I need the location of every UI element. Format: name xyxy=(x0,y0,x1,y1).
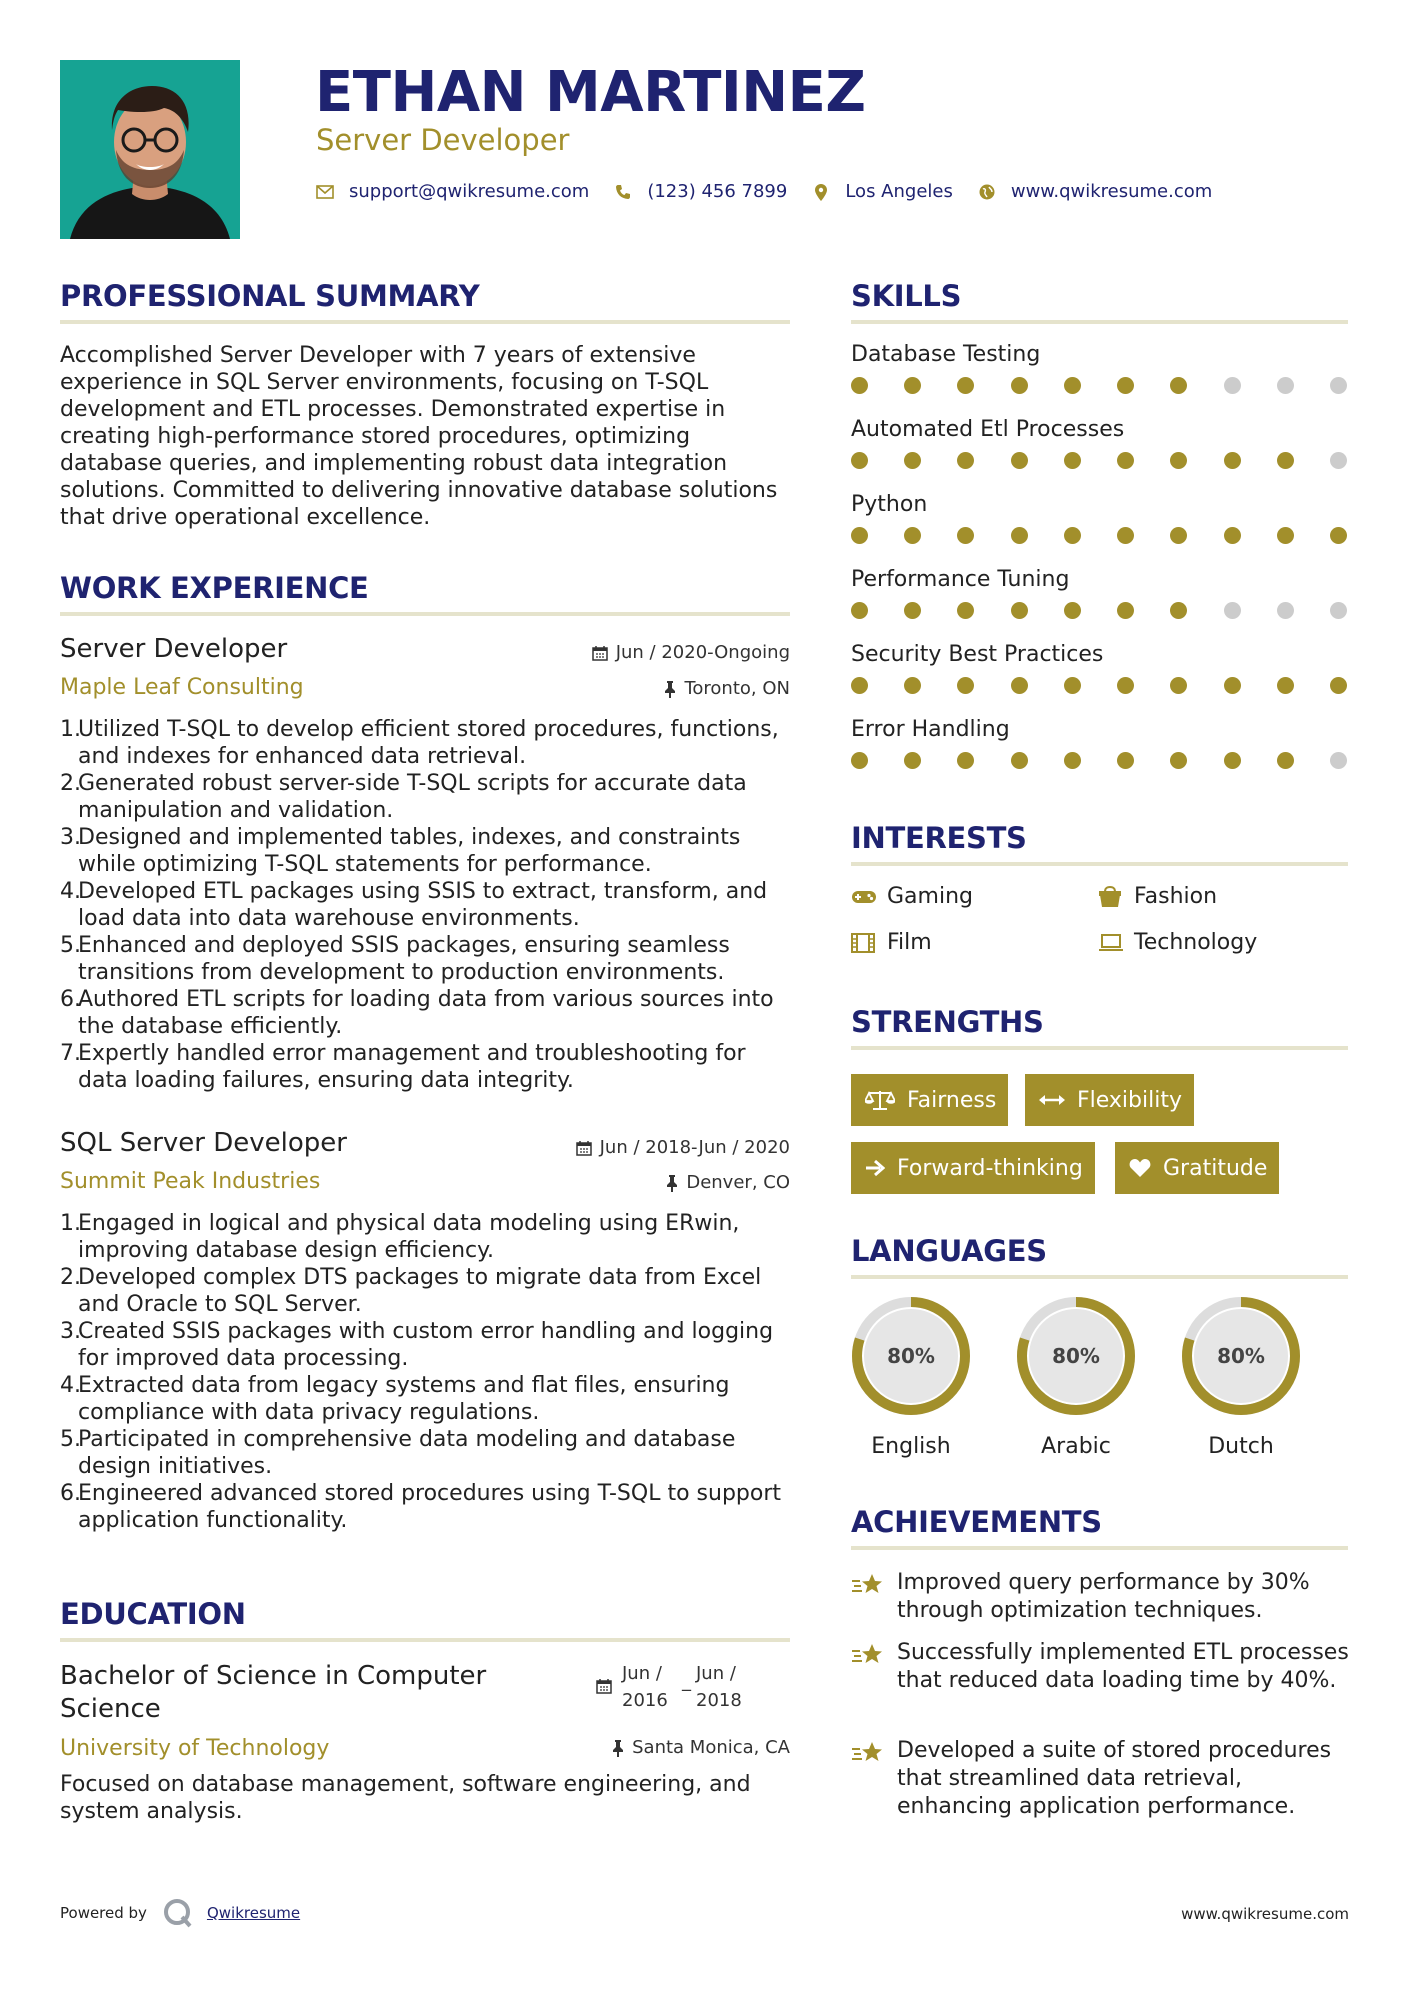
list-item: 6. Engineered advanced stored procedures using T-SQL to support application functionality. xyxy=(60,1481,782,1533)
skill-row xyxy=(851,715,1351,790)
skill-name: Automated Etl Processes xyxy=(851,417,1125,442)
rating-dot-filled xyxy=(851,527,868,544)
language-gauge xyxy=(1179,1294,1303,1418)
list-item: 1. Engaged in logical and physical data modeling using ERwin, improving database design efficiency. xyxy=(60,1211,740,1263)
rating-dot-filled xyxy=(1330,677,1347,694)
list-item: 1. Utilized T-SQL to develop efficient stored procedures, functions, and indexes for enhanced data retrieval. xyxy=(60,717,779,769)
contact-website[interactable]: www.qwikresume.com xyxy=(1010,181,1213,202)
list-item: 5. Enhanced and deployed SSIS packages, ensuring seamless transitions from development to production environments. xyxy=(60,933,730,985)
education-dates xyxy=(596,1660,750,1714)
candidate-name: ETHAN MARTINEZ xyxy=(315,60,866,125)
language-name: Dutch xyxy=(1208,1434,1274,1459)
gauge-label: 80% xyxy=(1217,1344,1265,1368)
skill-name: Security Best Practices xyxy=(851,642,1104,667)
shooting-star-icon xyxy=(851,1569,897,1625)
list-item: 2. Developed complex DTS packages to migrate data from Excel and Oracle to SQL Server. xyxy=(60,1265,762,1317)
rating-dot-filled xyxy=(904,377,921,394)
heart-icon xyxy=(1129,1158,1151,1178)
rating-dot-empty xyxy=(1224,377,1241,394)
rating-dot-empty xyxy=(1277,602,1294,619)
brand-link[interactable]: Qwikresume xyxy=(206,1904,301,1922)
rating-dot-filled xyxy=(1277,677,1294,694)
strengths-divider xyxy=(851,1046,1348,1050)
interest-item: Technology xyxy=(1098,928,1257,958)
skill-name: Performance Tuning xyxy=(851,567,1070,592)
rating-dot-filled xyxy=(851,677,868,694)
skill-rating xyxy=(851,602,1347,619)
rating-dot-filled xyxy=(1011,602,1028,619)
shooting-star-icon xyxy=(851,1639,897,1695)
rating-dot-filled xyxy=(1277,752,1294,769)
summary-text: Accomplished Server Developer with 7 years of extensive experience in SQL Server environments, focusing on T-SQL development and ETL processes. Demonstrated expertise in creating high-performance stored procedures, optimizing database queries, and implementing robust data integration solutions. Committed to delivering innovative database solutions that drive operational excellence. xyxy=(60,343,778,530)
languages-heading: LANGUAGES xyxy=(851,1234,1047,1268)
rating-dot-filled xyxy=(1170,377,1187,394)
powered-by-label: Powered by xyxy=(60,1904,147,1922)
envelope-icon xyxy=(315,185,335,199)
rating-dot-filled xyxy=(957,677,974,694)
rating-dot-filled xyxy=(1064,527,1081,544)
language-gauge xyxy=(849,1294,973,1418)
rating-dot-empty xyxy=(1277,377,1294,394)
globe-icon xyxy=(977,184,997,200)
footer-powered-by xyxy=(60,1898,300,1928)
calendar-icon xyxy=(592,645,608,661)
languages-divider xyxy=(851,1275,1348,1279)
footer-website[interactable]: www.qwikresume.com xyxy=(1181,1905,1349,1923)
rating-dot-filled xyxy=(1224,452,1241,469)
achievement-item: Improved query performance by 30% through optimization techniques. xyxy=(851,1569,1351,1625)
rating-dot-filled xyxy=(1277,452,1294,469)
calendar-icon xyxy=(576,1140,592,1156)
skill-row xyxy=(851,340,1351,415)
rating-dot-filled xyxy=(1117,677,1134,694)
job-date xyxy=(500,1135,790,1161)
film-icon xyxy=(851,933,887,953)
education-end: Jun / 2018 xyxy=(696,1663,742,1711)
language-item xyxy=(849,1294,973,1462)
rating-dot-filled xyxy=(1011,752,1028,769)
summary-heading: PROFESSIONAL SUMMARY xyxy=(60,279,480,313)
rating-dot-filled xyxy=(1064,677,1081,694)
contact-bar xyxy=(315,178,1236,206)
interests-heading: INTERESTS xyxy=(851,821,1027,855)
rating-dot-filled xyxy=(1277,527,1294,544)
work-divider xyxy=(60,612,790,616)
list-item: 7. Expertly handled error management and troubleshooting for data loading failures, ensuring data integrity. xyxy=(60,1041,746,1093)
education-heading: EDUCATION xyxy=(60,1597,246,1631)
avatar xyxy=(60,60,240,239)
rating-dot-filled xyxy=(904,677,921,694)
skill-name: Error Handling xyxy=(851,717,1010,742)
skill-row xyxy=(851,490,1351,565)
job-date-text: Jun / 2018-Jun / 2020 xyxy=(599,1137,790,1158)
rating-dot-filled xyxy=(957,602,974,619)
rating-dot-filled xyxy=(904,602,921,619)
education-divider xyxy=(60,1638,790,1642)
rating-dot-filled xyxy=(851,752,868,769)
skill-rating xyxy=(851,452,1347,469)
rating-dot-filled xyxy=(1170,752,1187,769)
rating-dot-filled xyxy=(1011,377,1028,394)
skills-heading: SKILLS xyxy=(851,279,962,313)
rating-dot-filled xyxy=(957,752,974,769)
list-item: 3. Created SSIS packages with custom error handling and logging for improved data processing. xyxy=(60,1319,774,1371)
list-item: 3. Designed and implemented tables, indexes, and constraints while optimizing T-SQL statements for performance. xyxy=(60,825,741,877)
list-item: 4. Extracted data from legacy systems and flat files, ensuring compliance with data privacy regulations. xyxy=(60,1373,730,1425)
job-bullets xyxy=(60,716,800,1094)
gamepad-icon xyxy=(851,889,887,905)
rating-dot-empty xyxy=(1330,452,1347,469)
rating-dot-filled xyxy=(1224,527,1241,544)
interest-item: Fashion xyxy=(1098,882,1217,912)
rating-dot-filled xyxy=(957,377,974,394)
pushpin-icon xyxy=(612,1740,624,1757)
arrows-horizontal-icon xyxy=(1039,1093,1065,1107)
profile-photo xyxy=(60,60,240,239)
list-item: 4. Developed ETL packages using SSIS to extract, transform, and load data into data warehouse environments. xyxy=(60,879,768,931)
degree-title: Bachelor of Science in Computer Science xyxy=(60,1661,487,1724)
job-location xyxy=(500,1170,790,1196)
strength-chip: Fairness xyxy=(851,1074,1008,1126)
achievements-divider xyxy=(851,1546,1348,1550)
rating-dot-filled xyxy=(1170,677,1187,694)
rating-dot-filled xyxy=(1117,752,1134,769)
rating-dot-filled xyxy=(1224,752,1241,769)
calendar-icon xyxy=(596,1678,612,1694)
language-item xyxy=(1179,1294,1303,1462)
candidate-role: Server Developer xyxy=(316,123,570,157)
rating-dot-filled xyxy=(1117,377,1134,394)
job-date-text: Jun / 2020-Ongoing xyxy=(615,642,790,663)
rating-dot-filled xyxy=(1064,752,1081,769)
phone-icon xyxy=(613,184,633,200)
skill-name: Database Testing xyxy=(851,342,1041,367)
rating-dot-filled xyxy=(1064,377,1081,394)
rating-dot-filled xyxy=(1117,452,1134,469)
rating-dot-filled xyxy=(1064,452,1081,469)
skill-rating xyxy=(851,752,1347,769)
pushpin-icon xyxy=(664,681,676,698)
skill-rating xyxy=(851,377,1347,394)
rating-dot-filled xyxy=(1170,527,1187,544)
job-location-text: Denver, CO xyxy=(686,1172,790,1193)
work-heading: WORK EXPERIENCE xyxy=(60,571,369,605)
list-item: 2. Generated robust server-side T-SQL scripts for accurate data manipulation and validation. xyxy=(60,771,747,823)
rating-dot-filled xyxy=(1224,677,1241,694)
education-location: Santa Monica, CA xyxy=(500,1735,790,1761)
map-marker-icon xyxy=(811,184,831,201)
skill-name: Python xyxy=(851,492,928,517)
rating-dot-filled xyxy=(904,452,921,469)
shooting-star-icon xyxy=(851,1737,897,1821)
list-item: 6. Authored ETL scripts for loading data from various sources into the database efficiently. xyxy=(60,987,774,1039)
job-location xyxy=(500,676,790,702)
contact-phone[interactable]: (123) 456 7899 xyxy=(647,181,788,202)
skill-rating xyxy=(851,527,1347,544)
rating-dot-filled xyxy=(904,752,921,769)
job-bullets xyxy=(60,1210,800,1534)
job-title: Server Developer xyxy=(60,634,288,664)
skill-row xyxy=(851,565,1351,640)
language-item xyxy=(1014,1294,1138,1462)
rating-dot-empty xyxy=(1330,602,1347,619)
languages-list xyxy=(849,1294,1349,1464)
rating-dot-empty xyxy=(1330,377,1347,394)
summary-divider xyxy=(60,320,790,324)
pushpin-icon xyxy=(666,1175,678,1192)
strength-chip: Flexibility xyxy=(1025,1074,1194,1126)
rating-dot-filled xyxy=(1011,677,1028,694)
language-name: English xyxy=(871,1434,951,1459)
shopping-bag-icon xyxy=(1098,886,1134,908)
interests-divider xyxy=(851,862,1348,866)
skill-row xyxy=(851,640,1351,715)
strength-chip: Forward-thinking xyxy=(851,1142,1095,1194)
contact-email[interactable]: support@qwikresume.com xyxy=(349,181,590,202)
gauge-label: 80% xyxy=(887,1344,935,1368)
rating-dot-filled xyxy=(1011,527,1028,544)
strength-chip: Gratitude xyxy=(1115,1142,1279,1194)
interest-item: Film xyxy=(851,928,932,958)
education-date-separator: _ xyxy=(682,1671,691,1692)
achievement-item: Successfully implemented ETL processes that reduced data loading time by 40%. xyxy=(851,1639,1351,1695)
rating-dot-filled xyxy=(904,527,921,544)
rating-dot-empty xyxy=(1224,602,1241,619)
qwikresume-logo-icon xyxy=(163,1898,193,1928)
rating-dot-filled xyxy=(851,602,868,619)
skill-row xyxy=(851,415,1351,490)
rating-dot-filled xyxy=(1117,602,1134,619)
job-location-text: Toronto, ON xyxy=(684,678,790,699)
school-name: University of Technology xyxy=(60,1736,330,1761)
achievements-heading: ACHIEVEMENTS xyxy=(851,1505,1102,1539)
rating-dot-filled xyxy=(1330,527,1347,544)
balance-scale-icon xyxy=(865,1089,895,1111)
list-item: 5. Participated in comprehensive data modeling and database design initiatives. xyxy=(60,1427,736,1479)
interest-item: Gaming xyxy=(851,882,973,912)
laptop-icon xyxy=(1098,934,1134,952)
contact-location: Los Angeles xyxy=(845,181,953,202)
rating-dot-filled xyxy=(957,527,974,544)
achievement-item: Developed a suite of stored procedures that streamlined data retrieval, enhancing application performance. xyxy=(851,1737,1351,1821)
job-date xyxy=(500,640,790,666)
rating-dot-filled xyxy=(1170,452,1187,469)
rating-dot-empty xyxy=(1330,752,1347,769)
rating-dot-filled xyxy=(1117,527,1134,544)
rating-dot-filled xyxy=(1170,602,1187,619)
strengths-heading: STRENGTHS xyxy=(851,1005,1044,1039)
rating-dot-filled xyxy=(957,452,974,469)
rating-dot-filled xyxy=(851,377,868,394)
language-gauge xyxy=(1014,1294,1138,1418)
rating-dot-filled xyxy=(1064,602,1081,619)
job-company: Maple Leaf Consulting xyxy=(60,675,304,700)
arrow-right-icon xyxy=(865,1159,885,1177)
rating-dot-filled xyxy=(851,452,868,469)
language-name: Arabic xyxy=(1041,1434,1111,1459)
job-title: SQL Server Developer xyxy=(60,1128,347,1158)
education-start: Jun / 2016 xyxy=(622,1663,668,1711)
skills-divider xyxy=(851,320,1348,324)
job-company: Summit Peak Industries xyxy=(60,1169,321,1194)
skills-list xyxy=(851,340,1351,790)
education-description: Focused on database management, software engineering, and system analysis. xyxy=(60,1772,751,1824)
skill-rating xyxy=(851,677,1347,694)
rating-dot-filled xyxy=(1011,452,1028,469)
gauge-label: 80% xyxy=(1052,1344,1100,1368)
